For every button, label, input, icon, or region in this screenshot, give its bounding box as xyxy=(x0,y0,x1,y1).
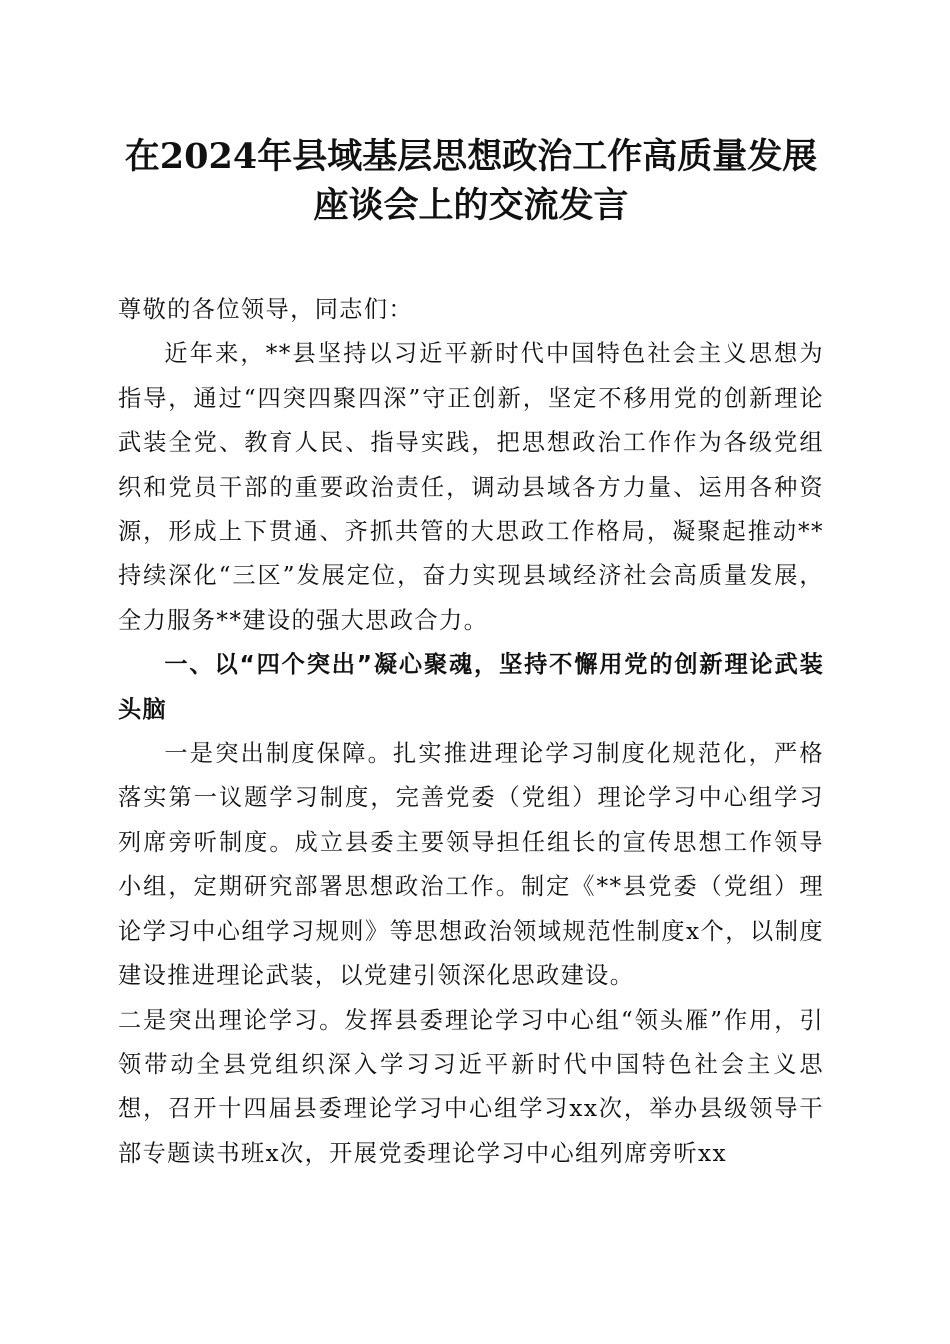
title-line-2: 座谈会上的交流发言 xyxy=(313,185,629,226)
document-body xyxy=(118,288,824,1176)
title-line-1: 在2024年县域基层思想政治工作高质量发展 xyxy=(124,136,818,177)
document-page xyxy=(118,132,824,1176)
section-1-heading: 一、以“四个突出”凝心聚魂，坚持不懈用党的创新理论武装头脑 xyxy=(118,651,824,723)
salutation: 尊敬的各位领导，同志们： xyxy=(118,296,414,323)
document-title xyxy=(118,132,824,230)
section-1-paragraph-2: 二是突出理论学习。发挥县委理论学习中心组“领头雁”作用，引领带动全县党组织深入学习习近平新时代中国特色社会主义思想，召开十四届县委理论学习中心组学习xx次，举办县级领导干部专题读书班x次，开展党委理论学习中心组列席旁听xx xyxy=(118,1006,824,1167)
section-1-paragraph-1: 一是突出制度保障。扎实推进理论学习制度化规范化，严格落实第一议题学习制度，完善党委（党组）理论学习中心组学习列席旁听制度。成立县委主要领导担任组长的宣传思想工作领导小组，定期研究部署思想政治工作。制定《**县党委（党组）理论学习中心组学习规则》等思想政治领域规范性制度x个，以制度建设推进理论武装，以党建引领深化思政建设。 xyxy=(118,740,824,990)
intro-paragraph: 近年来，**县坚持以习近平新时代中国特色社会主义思想为指导，通过“四突四聚四深”守正创新，坚定不移用党的创新理论武装全党、教育人民、指导实践，把思想政治工作作为各级党组织和党员干部的重要政治责任，调动县域各方力量、运用各种资源，形成上下贯通、齐抓共管的大思政工作格局，凝聚起推动**持续深化“三区”发展定位，奋力实现县域经济社会高质量发展，全力服务**建设的强大思政合力。 xyxy=(118,340,824,634)
